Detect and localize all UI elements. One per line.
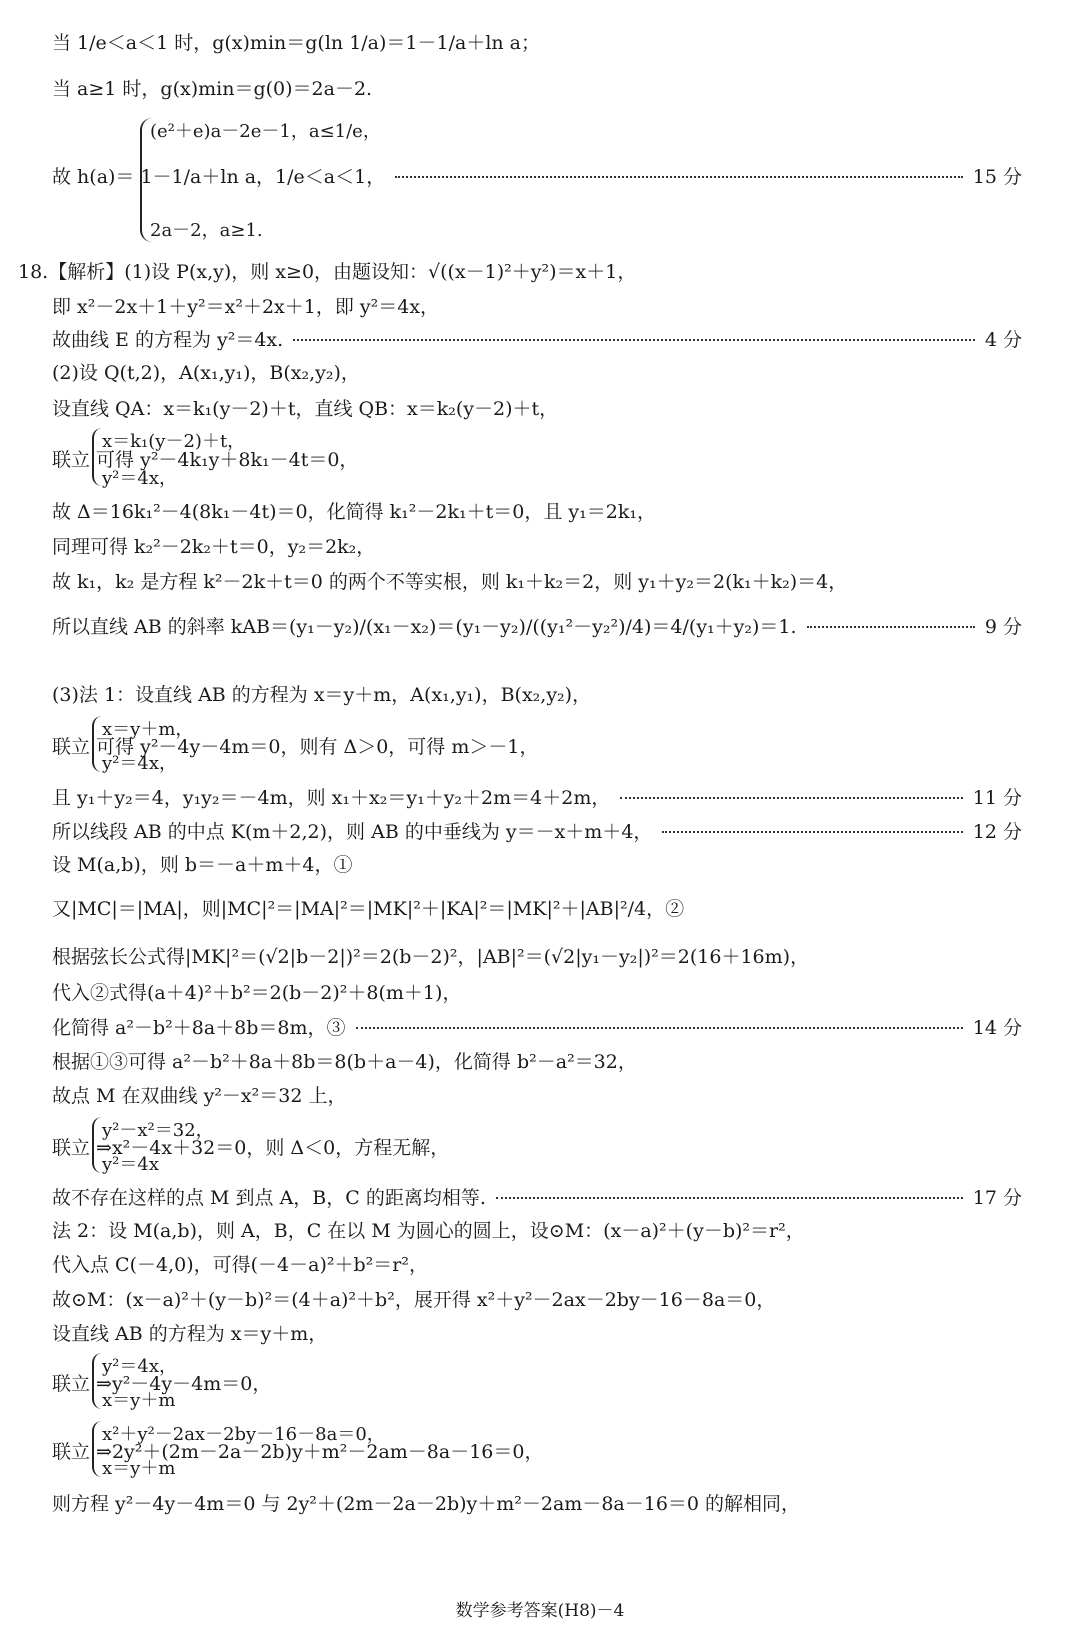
system-brace	[92, 428, 102, 486]
line-26: 根据弦长公式得|MK|²＝(√2|b－2|)²＝2(b－2)²，|AB|²＝(√2|y₁－y₂|)²＝2(16＋16m)，	[52, 945, 810, 968]
system-brace	[92, 1421, 102, 1477]
line-13: y²＝4x，	[102, 468, 177, 489]
line-5: 2a－2，a≥1.	[150, 220, 263, 241]
line-10: 设直线 QA：x＝k₁(y－2)＋t，直线 QB：x＝k₂(y－2)＋t，	[52, 397, 559, 420]
dot-leader	[620, 797, 962, 799]
line-12: 联立 可得 y²－4k₁y＋8k₁－4t＝0，	[52, 448, 359, 471]
line-35: 法 2：设 M(a,b)，则 A，B，C 在以 M 为圆心的圆上，设⊙M：(x－a)²＋(y－b)²＝r²，	[52, 1219, 805, 1242]
line-24: 设 M(a,b)，则 b＝－a＋m＋4，①	[52, 853, 353, 876]
line-6: 18.【解析】(1)设 P(x,y)，则 x≥0，由题设知：√((x－1)²＋y²)＝x＋1，	[18, 260, 637, 283]
system-brace	[92, 1353, 102, 1409]
dot-leader	[807, 626, 975, 628]
line-22: 且 y₁＋y₂＝4，y₁y₂＝－4m，则 x₁＋x₂＝y₁＋y₂＋2m＝4＋2m， 11 分	[52, 786, 1022, 809]
line-4: 故 h(a)＝ 1－1/a＋ln a，1/e＜a＜1， 15 分	[52, 165, 1022, 188]
line-11: x＝k₁(y－2)＋t，	[102, 431, 246, 452]
dot-leader	[496, 1197, 963, 1199]
line-15: 同理可得 k₂²－2k₂＋t＝0，y₂＝2k₂，	[52, 535, 376, 558]
line-34: 故不存在这样的点 M 到点 A，B，C 的距离均相等. 17 分	[52, 1186, 1022, 1209]
line-21: y²＝4x，	[102, 753, 177, 774]
line-27: 代入②式得(a＋4)²＋b²＝2(b－2)²＋8(m＋1)，	[52, 981, 462, 1004]
line-2: 当 a≥1 时，g(x)min＝g(0)＝2a－2.	[52, 77, 373, 100]
page-footer: 数学参考答案(H8)－4	[455, 1601, 625, 1621]
system-brace	[92, 1117, 102, 1173]
dot-leader	[662, 831, 962, 833]
line-32: 联立 ⇒x²－4x＋32＝0，则 Δ＜0，方程无解，	[52, 1136, 450, 1159]
dot-leader	[356, 1027, 963, 1029]
dot-leader	[395, 176, 963, 178]
line-39: y²＝4x，	[102, 1356, 177, 1377]
line-43: 联立 ⇒2y²＋(2m－2a－2b)y＋m²－2am－8a－16＝0，	[52, 1440, 544, 1463]
line-3: (e²＋e)a－2e－1，a≤1/e，	[150, 121, 381, 142]
piecewise-brace	[140, 118, 152, 242]
line-38: 设直线 AB 的方程为 x＝y＋m，	[52, 1322, 328, 1345]
line-25: 又|MC|＝|MA|，则|MC|²＝|MA|²＝|MK|²＋|KA|²＝|MK|²＋|AB|²/4，②	[52, 897, 685, 920]
line-16: 故 k₁，k₂ 是方程 k²－2k＋t＝0 的两个不等实根，则 k₁＋k₂＝2，则 y₁＋y₂＝2(k₁＋k₂)＝4，	[52, 570, 848, 593]
line-33: y²＝4x	[102, 1154, 159, 1175]
line-23: 所以线段 AB 的中点 K(m＋2,2)，则 AB 的中垂线为 y＝－x＋m＋4， 12 分	[52, 820, 1022, 843]
line-18: (3)法 1：设直线 AB 的方程为 x＝y＋m，A(x₁,y₁)，B(x₂,y₂)，	[52, 683, 592, 706]
line-28: 化简得 a²－b²＋8a＋8b＝8m，③ 14 分	[52, 1016, 1022, 1039]
line-41: x＝y＋m	[102, 1390, 176, 1411]
line-40: 联立 ⇒y²－4y－4m＝0，	[52, 1372, 272, 1395]
line-37: 故⊙M：(x－a)²＋(y－b)²＝(4＋a)²＋b²，展开得 x²＋y²－2ax－2by－16－8a＝0，	[52, 1288, 776, 1311]
line-31: y²－x²＝32，	[102, 1120, 214, 1141]
line-17: 所以直线 AB 的斜率 kAB＝(y₁－y₂)/(x₁－x₂)＝(y₁－y₂)/((y₁²－y₂²)/4)＝4/(y₁＋y₂)＝1. 9 分	[52, 615, 1022, 638]
line-30: 故点 M 在双曲线 y²－x²＝32 上，	[52, 1084, 347, 1107]
line-29: 根据①③可得 a²－b²＋8a＋8b＝8(b＋a－4)，化简得 b²－a²＝32，	[52, 1050, 637, 1073]
line-14: 故 Δ＝16k₁²－4(8k₁－4t)＝0，化简得 k₁²－2k₁＋t＝0，且 y₁＝2k₁，	[52, 500, 656, 523]
dot-leader	[293, 339, 975, 341]
line-45: 则方程 y²－4y－4m＝0 与 2y²＋(2m－2a－2b)y＋m²－2am－8a－16＝0 的解相同，	[52, 1492, 801, 1515]
line-19: x＝y＋m，	[102, 719, 194, 740]
line-8: 故曲线 E 的方程为 y²＝4x. 4 分	[52, 328, 1022, 351]
line-44: x＝y＋m	[102, 1458, 176, 1479]
line-7: 即 x²－2x＋1＋y²＝x²＋2x＋1，即 y²＝4x，	[52, 295, 440, 318]
line-20: 联立 可得 y²－4y－4m＝0，则有 Δ＞0，可得 m＞－1，	[52, 735, 539, 758]
system-brace	[92, 716, 102, 772]
line-1: 当 1/e＜a＜1 时，g(x)min＝g(ln 1/a)＝1－1/a＋ln a；	[52, 31, 541, 54]
line-42: x²＋y²－2ax－2by－16－8a＝0，	[102, 1424, 385, 1445]
line-9: (2)设 Q(t,2)，A(x₁,y₁)，B(x₂,y₂)，	[52, 361, 360, 384]
line-36: 代入点 C(－4,0)，可得(－4－a)²＋b²＝r²，	[52, 1253, 428, 1276]
